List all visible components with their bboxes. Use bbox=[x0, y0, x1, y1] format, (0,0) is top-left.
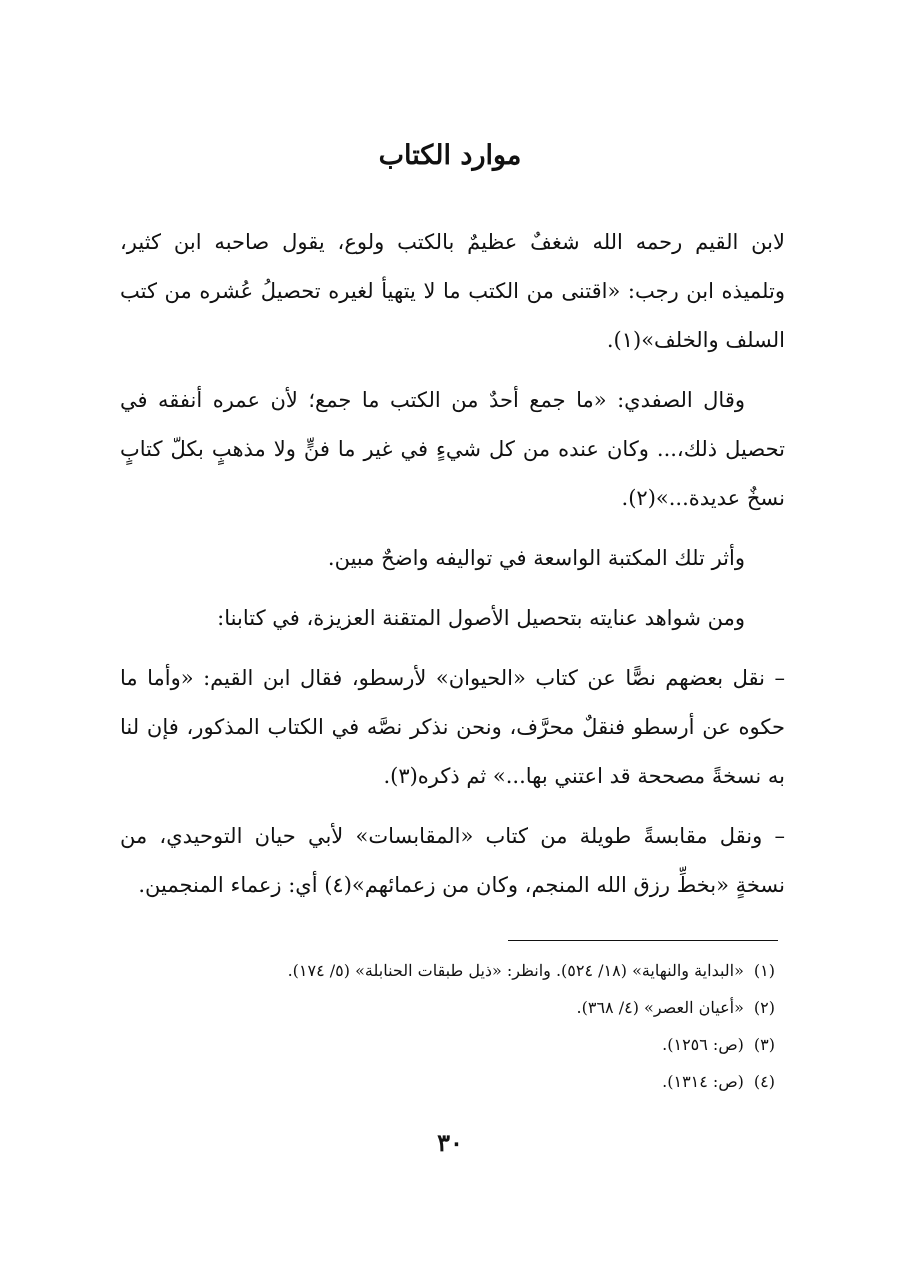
footnote-item bbox=[120, 952, 785, 989]
footnote-separator bbox=[508, 940, 778, 941]
footnote-text: (ص: ١٣١٤). bbox=[662, 1072, 744, 1091]
footnote-item bbox=[120, 1063, 785, 1100]
footnote-text: (ص: ١٢٥٦). bbox=[662, 1035, 744, 1054]
main-text bbox=[120, 218, 785, 921]
footnote-item bbox=[120, 989, 785, 1026]
footnote-text: «البداية والنهاية» (١٨/ ٥٢٤). وانظر: «ذيل طبقات الحنابلة» (٥/ ١٧٤). bbox=[287, 961, 744, 980]
chapter-title: موارد الكتاب bbox=[378, 140, 522, 171]
paragraph-aristotle-animals: – نقل بعضهم نصًّا عن كتاب «الحيوان» لأرسطو، فقال ابن القيم: «وأما ما حكوه عن أرسطو فنقلٌ محرَّف، ونحن نذكر نصَّه في الكتاب المذكور، فإن لنا به نسخةً مصححة قد اعتني بها...» ثم ذكره(٣). bbox=[120, 666, 785, 788]
paragraph-muqabasat: – ونقل مقابسةً طويلة من كتاب «المقابسات» لأبي حيان التوحيدي، من نسخةٍ «بخطِّ رزق الله المنجم، وكان من زعمائهم»(٤) أي: زعماء المنجمين. bbox=[120, 824, 785, 897]
page-number: ٣٠ bbox=[437, 1128, 463, 1157]
footnote-number: (٣) bbox=[753, 1035, 775, 1054]
paragraph-evidence-intro: ومن شواهد عنايته بتحصيل الأصول المتقنة العزيزة، في كتابنا: bbox=[217, 606, 745, 630]
paragraph-library-effect: وأثر تلك المكتبة الواسعة في تواليفه واضحٌ مبين. bbox=[327, 546, 745, 570]
footnote-item bbox=[120, 1026, 785, 1063]
footnote-text: «أعيان العصر» (٤/ ٣٦٨). bbox=[576, 998, 744, 1017]
footnotes bbox=[120, 952, 785, 1100]
footnote-number: (١) bbox=[753, 961, 775, 980]
footnote-number: (٢) bbox=[753, 998, 775, 1017]
paragraph-ibn-qayyim-books: لابن القيم رحمه الله شغفٌ عظيمٌ بالكتب ولوع، يقول صاحبه ابن كثير، وتلميذه ابن رجب: «اقتنى من الكتب ما لا يتهيأ لغيره تحصيلُ عُشره من كتب السلف والخلف»(١). bbox=[120, 230, 785, 352]
paragraph-safadi-quote: وقال الصفدي: «ما جمع أحدٌ من الكتب ما جمع؛ لأن عمره أنفقه في تحصيل ذلك،... وكان عنده من كل شيءٍ في غير ما فنٍّ ولا مذهبٍ بكلّ كتابٍ نسخٌ عديدة...»(٢). bbox=[120, 388, 785, 510]
footnote-number: (٤) bbox=[753, 1072, 775, 1091]
